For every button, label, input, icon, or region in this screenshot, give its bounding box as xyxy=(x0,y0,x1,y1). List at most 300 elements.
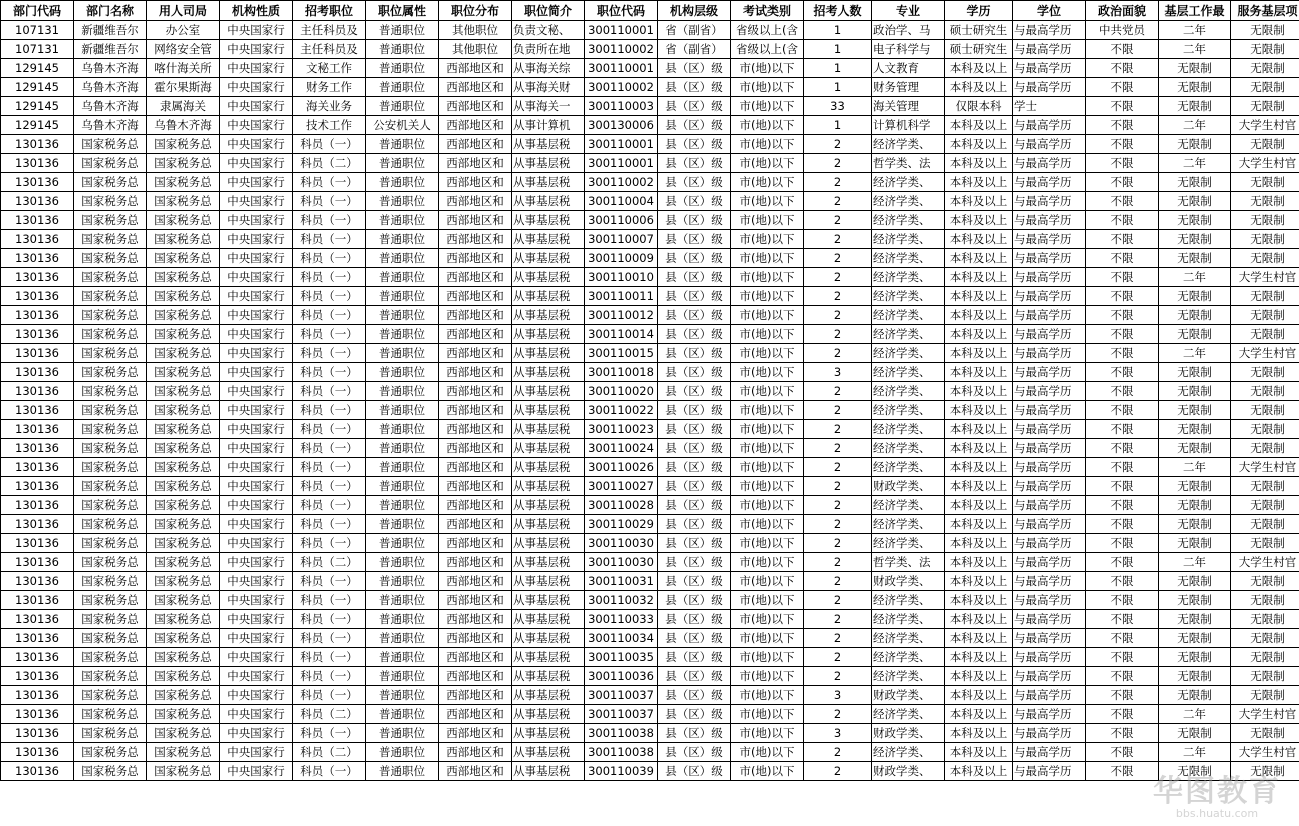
table-cell[interactable]: 西部地区和 xyxy=(439,534,512,553)
table-cell[interactable]: 129145 xyxy=(1,116,74,135)
table-cell[interactable]: 普通职位 xyxy=(366,59,439,78)
table-cell[interactable]: 无限制 xyxy=(1231,401,1299,420)
table-cell[interactable]: 2 xyxy=(804,572,872,591)
table-cell[interactable]: 3 xyxy=(804,363,872,382)
table-cell[interactable]: 本科及以上 xyxy=(945,629,1013,648)
table-cell[interactable]: 与最高学历 xyxy=(1013,667,1086,686)
table-cell[interactable]: 西部地区和 xyxy=(439,116,512,135)
table-cell[interactable]: 西部地区和 xyxy=(439,477,512,496)
table-cell[interactable]: 县（区）级 xyxy=(658,135,731,154)
table-cell[interactable]: 财政学类、 xyxy=(872,572,945,591)
table-cell[interactable]: 130136 xyxy=(1,724,74,743)
table-cell[interactable]: 从事基层税 xyxy=(512,705,585,724)
table-cell[interactable]: 普通职位 xyxy=(366,306,439,325)
table-cell[interactable]: 130136 xyxy=(1,743,74,762)
table-cell[interactable]: 国家税务总 xyxy=(74,477,147,496)
table-cell[interactable]: 市(地)以下 xyxy=(731,610,804,629)
table-cell[interactable]: 不限 xyxy=(1086,458,1159,477)
table-cell[interactable]: 大学生村官 xyxy=(1231,344,1299,363)
table-cell[interactable]: 西部地区和 xyxy=(439,325,512,344)
table-cell[interactable]: 经济学类、 xyxy=(872,306,945,325)
table-cell[interactable]: 主任科员及 xyxy=(293,21,366,40)
table-cell[interactable]: 2 xyxy=(804,705,872,724)
table-cell[interactable]: 经济学类、 xyxy=(872,192,945,211)
table-cell[interactable]: 国家税务总 xyxy=(74,211,147,230)
table-cell[interactable]: 300110020 xyxy=(585,382,658,401)
table-cell[interactable]: 300110014 xyxy=(585,325,658,344)
table-cell[interactable]: 130136 xyxy=(1,534,74,553)
table-cell[interactable]: 本科及以上 xyxy=(945,648,1013,667)
table-cell[interactable]: 300110038 xyxy=(585,743,658,762)
table-cell[interactable]: 无限制 xyxy=(1159,762,1231,781)
table-cell[interactable]: 不限 xyxy=(1086,553,1159,572)
table-cell[interactable]: 无限制 xyxy=(1231,610,1299,629)
table-cell[interactable]: 国家税务总 xyxy=(147,629,220,648)
table-cell[interactable]: 与最高学历 xyxy=(1013,724,1086,743)
table-cell[interactable]: 300110022 xyxy=(585,401,658,420)
table-cell[interactable]: 县（区）级 xyxy=(658,401,731,420)
table-cell[interactable]: 从事基层税 xyxy=(512,230,585,249)
table-cell[interactable]: 300110033 xyxy=(585,610,658,629)
table-cell[interactable]: 普通职位 xyxy=(366,249,439,268)
table-cell[interactable]: 县（区）级 xyxy=(658,686,731,705)
table-cell[interactable]: 中央国家行 xyxy=(220,306,293,325)
table-row[interactable] xyxy=(1,154,1299,173)
table-cell[interactable]: 本科及以上 xyxy=(945,534,1013,553)
table-cell[interactable]: 从事基层税 xyxy=(512,192,585,211)
table-cell[interactable]: 与最高学历 xyxy=(1013,287,1086,306)
table-cell[interactable]: 无限制 xyxy=(1231,382,1299,401)
table-cell[interactable]: 不限 xyxy=(1086,78,1159,97)
table-cell[interactable]: 不限 xyxy=(1086,344,1159,363)
table-cell[interactable]: 从事基层税 xyxy=(512,496,585,515)
table-cell[interactable]: 2 xyxy=(804,458,872,477)
table-row[interactable] xyxy=(1,173,1299,192)
table-cell[interactable]: 不限 xyxy=(1086,439,1159,458)
table-cell[interactable]: 西部地区和 xyxy=(439,173,512,192)
table-cell[interactable]: 130136 xyxy=(1,477,74,496)
table-cell[interactable]: 县（区）级 xyxy=(658,591,731,610)
table-cell[interactable]: 300110012 xyxy=(585,306,658,325)
table-cell[interactable]: 中央国家行 xyxy=(220,439,293,458)
table-cell[interactable]: 二年 xyxy=(1159,458,1231,477)
table-cell[interactable]: 县（区）级 xyxy=(658,382,731,401)
table-cell[interactable]: 市(地)以下 xyxy=(731,401,804,420)
table-row[interactable] xyxy=(1,249,1299,268)
table-cell[interactable]: 从事基层税 xyxy=(512,667,585,686)
table-cell[interactable]: 本科及以上 xyxy=(945,382,1013,401)
table-cell[interactable]: 普通职位 xyxy=(366,686,439,705)
table-cell[interactable]: 与最高学历 xyxy=(1013,154,1086,173)
table-cell[interactable]: 无限制 xyxy=(1159,515,1231,534)
table-cell[interactable]: 不限 xyxy=(1086,59,1159,78)
table-cell[interactable]: 从事基层税 xyxy=(512,249,585,268)
table-cell[interactable]: 本科及以上 xyxy=(945,705,1013,724)
table-cell[interactable]: 130136 xyxy=(1,762,74,781)
table-cell[interactable]: 300110002 xyxy=(585,173,658,192)
table-cell[interactable]: 西部地区和 xyxy=(439,344,512,363)
table-cell[interactable]: 国家税务总 xyxy=(147,591,220,610)
table-cell[interactable]: 经济学类、 xyxy=(872,667,945,686)
table-cell[interactable]: 技术工作 xyxy=(293,116,366,135)
table-cell[interactable]: 中央国家行 xyxy=(220,116,293,135)
table-cell[interactable]: 科员（一） xyxy=(293,173,366,192)
table-cell[interactable]: 二年 xyxy=(1159,21,1231,40)
table-cell[interactable]: 普通职位 xyxy=(366,458,439,477)
table-cell[interactable]: 普通职位 xyxy=(366,439,439,458)
table-cell[interactable]: 经济学类、 xyxy=(872,344,945,363)
table-cell[interactable]: 2 xyxy=(804,154,872,173)
table-row[interactable] xyxy=(1,724,1299,743)
table-cell[interactable]: 不限 xyxy=(1086,762,1159,781)
table-row[interactable] xyxy=(1,59,1299,78)
table-cell[interactable]: 科员（一） xyxy=(293,420,366,439)
table-cell[interactable]: 从事基层税 xyxy=(512,325,585,344)
table-cell[interactable]: 主任科员及 xyxy=(293,40,366,59)
table-cell[interactable]: 市(地)以下 xyxy=(731,591,804,610)
table-cell[interactable]: 国家税务总 xyxy=(74,420,147,439)
table-cell[interactable]: 2 xyxy=(804,325,872,344)
table-cell[interactable]: 市(地)以下 xyxy=(731,306,804,325)
table-cell[interactable]: 经济学类、 xyxy=(872,515,945,534)
table-cell[interactable]: 本科及以上 xyxy=(945,154,1013,173)
table-cell[interactable]: 2 xyxy=(804,344,872,363)
table-cell[interactable]: 国家税务总 xyxy=(74,249,147,268)
table-cell[interactable]: 中央国家行 xyxy=(220,629,293,648)
table-cell[interactable]: 不限 xyxy=(1086,306,1159,325)
table-cell[interactable]: 县（区）级 xyxy=(658,667,731,686)
table-cell[interactable]: 县（区）级 xyxy=(658,762,731,781)
table-cell[interactable]: 经济学类、 xyxy=(872,325,945,344)
table-cell[interactable]: 中央国家行 xyxy=(220,610,293,629)
table-cell[interactable]: 300110027 xyxy=(585,477,658,496)
table-cell[interactable]: 经济学类、 xyxy=(872,496,945,515)
table-cell[interactable]: 中央国家行 xyxy=(220,211,293,230)
table-cell[interactable]: 普通职位 xyxy=(366,705,439,724)
table-cell[interactable]: 本科及以上 xyxy=(945,420,1013,439)
table-cell[interactable]: 经济学类、 xyxy=(872,363,945,382)
table-row[interactable] xyxy=(1,211,1299,230)
table-cell[interactable]: 从事基层税 xyxy=(512,135,585,154)
table-cell[interactable]: 国家税务总 xyxy=(147,477,220,496)
table-cell[interactable]: 130136 xyxy=(1,344,74,363)
table-cell[interactable]: 国家税务总 xyxy=(147,306,220,325)
table-cell[interactable]: 300110018 xyxy=(585,363,658,382)
table-cell[interactable]: 大学生村官 xyxy=(1231,553,1299,572)
table-cell[interactable]: 科员（一） xyxy=(293,458,366,477)
table-cell[interactable]: 中央国家行 xyxy=(220,59,293,78)
table-cell[interactable]: 2 xyxy=(804,591,872,610)
table-cell[interactable]: 普通职位 xyxy=(366,135,439,154)
table-cell[interactable]: 从事基层税 xyxy=(512,420,585,439)
table-cell[interactable]: 1 xyxy=(804,116,872,135)
table-cell[interactable]: 国家税务总 xyxy=(74,135,147,154)
table-cell[interactable]: 130136 xyxy=(1,686,74,705)
table-cell[interactable]: 130136 xyxy=(1,496,74,515)
table-cell[interactable]: 本科及以上 xyxy=(945,325,1013,344)
table-cell[interactable]: 科员（一） xyxy=(293,401,366,420)
table-cell[interactable]: 县（区）级 xyxy=(658,648,731,667)
table-cell[interactable]: 科员（一） xyxy=(293,439,366,458)
table-cell[interactable]: 130136 xyxy=(1,420,74,439)
table-cell[interactable]: 从事基层税 xyxy=(512,154,585,173)
table-cell[interactable]: 普通职位 xyxy=(366,591,439,610)
table-cell[interactable]: 海关业务 xyxy=(293,97,366,116)
table-cell[interactable]: 县（区）级 xyxy=(658,610,731,629)
table-cell[interactable]: 市(地)以下 xyxy=(731,382,804,401)
table-cell[interactable]: 300110023 xyxy=(585,420,658,439)
table-cell[interactable]: 130136 xyxy=(1,230,74,249)
table-cell[interactable]: 130136 xyxy=(1,458,74,477)
table-cell[interactable]: 不限 xyxy=(1086,705,1159,724)
table-cell[interactable]: 无限制 xyxy=(1159,477,1231,496)
table-cell[interactable]: 与最高学历 xyxy=(1013,743,1086,762)
table-cell[interactable]: 科员（一） xyxy=(293,667,366,686)
table-cell[interactable]: 与最高学历 xyxy=(1013,705,1086,724)
table-cell[interactable]: 与最高学历 xyxy=(1013,344,1086,363)
table-cell[interactable]: 西部地区和 xyxy=(439,496,512,515)
table-cell[interactable]: 从事基层税 xyxy=(512,287,585,306)
table-cell[interactable]: 无限制 xyxy=(1231,648,1299,667)
table-cell[interactable]: 300110001 xyxy=(585,21,658,40)
table-cell[interactable]: 普通职位 xyxy=(366,610,439,629)
table-cell[interactable]: 中央国家行 xyxy=(220,762,293,781)
table-cell[interactable]: 普通职位 xyxy=(366,78,439,97)
table-cell[interactable]: 西部地区和 xyxy=(439,553,512,572)
table-cell[interactable]: 普通职位 xyxy=(366,40,439,59)
table-cell[interactable]: 129145 xyxy=(1,97,74,116)
table-cell[interactable]: 县（区）级 xyxy=(658,325,731,344)
table-cell[interactable]: 无限制 xyxy=(1231,496,1299,515)
table-cell[interactable]: 130136 xyxy=(1,572,74,591)
table-cell[interactable]: 国家税务总 xyxy=(147,344,220,363)
table-cell[interactable]: 中央国家行 xyxy=(220,173,293,192)
table-cell[interactable]: 无限制 xyxy=(1159,439,1231,458)
table-cell[interactable]: 科员（一） xyxy=(293,135,366,154)
table-cell[interactable]: 从事基层税 xyxy=(512,173,585,192)
table-cell[interactable]: 不限 xyxy=(1086,40,1159,59)
table-cell[interactable]: 二年 xyxy=(1159,705,1231,724)
table-cell[interactable]: 130136 xyxy=(1,553,74,572)
table-cell[interactable]: 国家税务总 xyxy=(147,268,220,287)
table-cell[interactable]: 无限制 xyxy=(1159,135,1231,154)
table-cell[interactable]: 130136 xyxy=(1,363,74,382)
table-cell[interactable]: 与最高学历 xyxy=(1013,458,1086,477)
table-cell[interactable]: 财政学类、 xyxy=(872,724,945,743)
table-cell[interactable]: 本科及以上 xyxy=(945,515,1013,534)
table-cell[interactable]: 2 xyxy=(804,515,872,534)
table-cell[interactable]: 从事海关财 xyxy=(512,78,585,97)
table-cell[interactable]: 普通职位 xyxy=(366,21,439,40)
table-cell[interactable]: 130136 xyxy=(1,268,74,287)
table-cell[interactable]: 不限 xyxy=(1086,648,1159,667)
table-row[interactable] xyxy=(1,762,1299,781)
table-cell[interactable]: 市(地)以下 xyxy=(731,192,804,211)
table-cell[interactable]: 129145 xyxy=(1,59,74,78)
table-row[interactable] xyxy=(1,477,1299,496)
table-cell[interactable]: 国家税务总 xyxy=(74,686,147,705)
table-cell[interactable]: 西部地区和 xyxy=(439,572,512,591)
column-header[interactable]: 招考人数 xyxy=(804,1,872,21)
table-cell[interactable]: 国家税务总 xyxy=(74,667,147,686)
table-cell[interactable]: 中央国家行 xyxy=(220,515,293,534)
table-cell[interactable]: 从事基层税 xyxy=(512,344,585,363)
table-cell[interactable]: 从事基层税 xyxy=(512,382,585,401)
table-cell[interactable]: 市(地)以下 xyxy=(731,724,804,743)
table-cell[interactable]: 国家税务总 xyxy=(74,705,147,724)
table-cell[interactable]: 国家税务总 xyxy=(147,211,220,230)
table-cell[interactable]: 300110029 xyxy=(585,515,658,534)
table-cell[interactable]: 2 xyxy=(804,648,872,667)
table-row[interactable] xyxy=(1,591,1299,610)
table-cell[interactable]: 2 xyxy=(804,496,872,515)
table-cell[interactable]: 普通职位 xyxy=(366,515,439,534)
table-cell[interactable]: 2 xyxy=(804,382,872,401)
table-cell[interactable]: 不限 xyxy=(1086,268,1159,287)
table-cell[interactable]: 与最高学历 xyxy=(1013,40,1086,59)
table-cell[interactable]: 普通职位 xyxy=(366,363,439,382)
table-cell[interactable]: 无限制 xyxy=(1231,40,1299,59)
table-cell[interactable]: 无限制 xyxy=(1231,230,1299,249)
table-cell[interactable]: 科员（一） xyxy=(293,344,366,363)
table-cell[interactable]: 乌鲁木齐海 xyxy=(74,116,147,135)
table-cell[interactable]: 300110039 xyxy=(585,762,658,781)
table-cell[interactable]: 130136 xyxy=(1,306,74,325)
table-cell[interactable]: 市(地)以下 xyxy=(731,762,804,781)
table-cell[interactable]: 西部地区和 xyxy=(439,59,512,78)
table-cell[interactable]: 中央国家行 xyxy=(220,534,293,553)
table-cell[interactable]: 西部地区和 xyxy=(439,705,512,724)
table-cell[interactable]: 县（区）级 xyxy=(658,306,731,325)
table-cell[interactable]: 130136 xyxy=(1,382,74,401)
table-cell[interactable]: 无限制 xyxy=(1231,97,1299,116)
table-cell[interactable]: 300110026 xyxy=(585,458,658,477)
table-cell[interactable]: 2 xyxy=(804,249,872,268)
table-cell[interactable]: 本科及以上 xyxy=(945,249,1013,268)
table-cell[interactable]: 本科及以上 xyxy=(945,724,1013,743)
table-cell[interactable]: 无限制 xyxy=(1159,97,1231,116)
table-cell[interactable]: 本科及以上 xyxy=(945,496,1013,515)
table-cell[interactable]: 中央国家行 xyxy=(220,154,293,173)
table-cell[interactable]: 本科及以上 xyxy=(945,610,1013,629)
table-cell[interactable]: 市(地)以下 xyxy=(731,648,804,667)
table-cell[interactable]: 市(地)以下 xyxy=(731,477,804,496)
table-cell[interactable]: 普通职位 xyxy=(366,572,439,591)
table-cell[interactable]: 无限制 xyxy=(1159,230,1231,249)
table-cell[interactable]: 与最高学历 xyxy=(1013,762,1086,781)
table-cell[interactable]: 无限制 xyxy=(1231,249,1299,268)
table-cell[interactable]: 科员（一） xyxy=(293,591,366,610)
table-cell[interactable]: 从事基层税 xyxy=(512,762,585,781)
table-cell[interactable]: 无限制 xyxy=(1159,629,1231,648)
table-cell[interactable]: 中央国家行 xyxy=(220,135,293,154)
table-cell[interactable]: 国家税务总 xyxy=(147,724,220,743)
table-cell[interactable]: 科员（二） xyxy=(293,553,366,572)
table-cell[interactable]: 其他职位 xyxy=(439,40,512,59)
table-cell[interactable]: 本科及以上 xyxy=(945,230,1013,249)
table-cell[interactable]: 本科及以上 xyxy=(945,78,1013,97)
table-cell[interactable]: 中央国家行 xyxy=(220,553,293,572)
table-cell[interactable]: 县（区）级 xyxy=(658,496,731,515)
table-cell[interactable]: 普通职位 xyxy=(366,344,439,363)
table-cell[interactable]: 无限制 xyxy=(1231,211,1299,230)
table-cell[interactable]: 无限制 xyxy=(1159,78,1231,97)
table-cell[interactable]: 县（区）级 xyxy=(658,97,731,116)
table-cell[interactable]: 不限 xyxy=(1086,211,1159,230)
table-cell[interactable]: 县（区）级 xyxy=(658,173,731,192)
table-cell[interactable]: 隶属海关 xyxy=(147,97,220,116)
table-cell[interactable]: 中央国家行 xyxy=(220,363,293,382)
table-cell[interactable]: 国家税务总 xyxy=(147,610,220,629)
table-cell[interactable]: 中央国家行 xyxy=(220,591,293,610)
table-cell[interactable]: 2 xyxy=(804,439,872,458)
table-cell[interactable]: 2 xyxy=(804,762,872,781)
table-cell[interactable]: 西部地区和 xyxy=(439,458,512,477)
table-cell[interactable]: 市(地)以下 xyxy=(731,553,804,572)
table-cell[interactable]: 从事海关一 xyxy=(512,97,585,116)
table-cell[interactable]: 本科及以上 xyxy=(945,363,1013,382)
table-cell[interactable]: 与最高学历 xyxy=(1013,629,1086,648)
table-cell[interactable]: 普通职位 xyxy=(366,553,439,572)
table-cell[interactable]: 市(地)以下 xyxy=(731,97,804,116)
table-cell[interactable]: 300110004 xyxy=(585,192,658,211)
table-cell[interactable]: 从事基层税 xyxy=(512,534,585,553)
table-cell[interactable]: 无限制 xyxy=(1231,515,1299,534)
table-cell[interactable]: 2 xyxy=(804,534,872,553)
table-cell[interactable]: 无限制 xyxy=(1231,591,1299,610)
table-cell[interactable]: 县（区）级 xyxy=(658,458,731,477)
table-cell[interactable]: 2 xyxy=(804,287,872,306)
table-cell[interactable]: 市(地)以下 xyxy=(731,211,804,230)
table-row[interactable] xyxy=(1,344,1299,363)
table-cell[interactable]: 国家税务总 xyxy=(74,629,147,648)
table-cell[interactable]: 县（区）级 xyxy=(658,230,731,249)
table-cell[interactable]: 不限 xyxy=(1086,173,1159,192)
table-cell[interactable]: 县（区）级 xyxy=(658,249,731,268)
table-cell[interactable]: 300110037 xyxy=(585,686,658,705)
table-cell[interactable]: 国家税务总 xyxy=(74,306,147,325)
table-cell[interactable]: 大学生村官 xyxy=(1231,154,1299,173)
table-cell[interactable]: 2 xyxy=(804,135,872,154)
table-row[interactable] xyxy=(1,21,1299,40)
table-cell[interactable]: 从事基层税 xyxy=(512,515,585,534)
table-cell[interactable]: 其他职位 xyxy=(439,21,512,40)
table-cell[interactable]: 大学生村官 xyxy=(1231,268,1299,287)
table-cell[interactable]: 2 xyxy=(804,667,872,686)
table-cell[interactable]: 哲学类、法 xyxy=(872,553,945,572)
table-cell[interactable]: 3 xyxy=(804,686,872,705)
table-cell[interactable]: 普通职位 xyxy=(366,477,439,496)
table-cell[interactable]: 乌鲁木齐海 xyxy=(74,59,147,78)
table-cell[interactable]: 国家税务总 xyxy=(147,667,220,686)
table-cell[interactable]: 无限制 xyxy=(1231,59,1299,78)
table-cell[interactable]: 科员（一） xyxy=(293,534,366,553)
table-cell[interactable]: 国家税务总 xyxy=(147,743,220,762)
table-cell[interactable]: 130136 xyxy=(1,401,74,420)
table-cell[interactable]: 人文教育 xyxy=(872,59,945,78)
table-cell[interactable]: 国家税务总 xyxy=(74,344,147,363)
table-cell[interactable]: 网络安全管 xyxy=(147,40,220,59)
table-cell[interactable]: 科员（一） xyxy=(293,363,366,382)
table-cell[interactable]: 西部地区和 xyxy=(439,230,512,249)
table-cell[interactable]: 国家税务总 xyxy=(74,762,147,781)
table-cell[interactable]: 130136 xyxy=(1,211,74,230)
table-cell[interactable]: 普通职位 xyxy=(366,382,439,401)
table-row[interactable] xyxy=(1,287,1299,306)
table-cell[interactable]: 中央国家行 xyxy=(220,97,293,116)
table-cell[interactable]: 中央国家行 xyxy=(220,477,293,496)
table-cell[interactable]: 2 xyxy=(804,306,872,325)
